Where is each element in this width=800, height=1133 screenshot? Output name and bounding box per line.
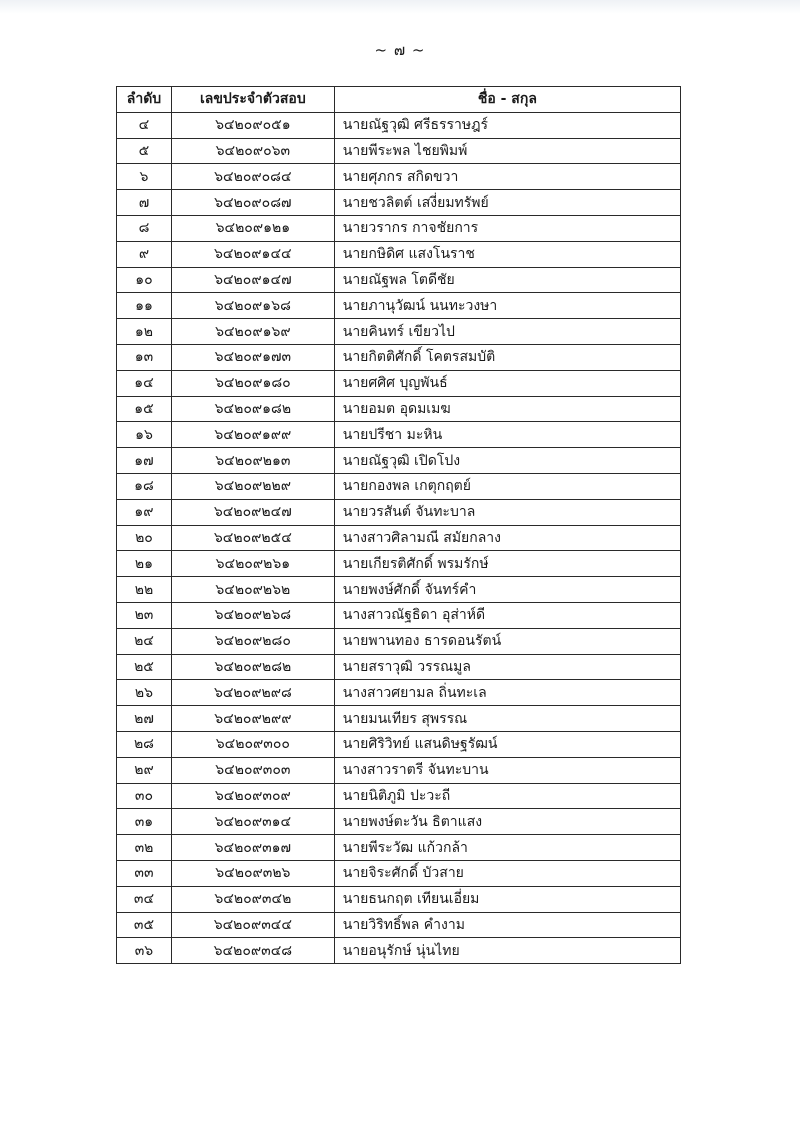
row-seq: ๒๖ [117,680,172,706]
row-exam-id: ๖๔๒๐๙๑๙๙ [171,422,334,448]
row-name: นายศิริวิทย์ แสนดิษฐรัฒน์ [334,731,680,757]
row-name: นายวรากร กาจชัยการ [334,215,680,241]
row-seq: ๑๒ [117,319,172,345]
table-row [117,293,681,319]
row-name: นายณัฐวุฒิ ศรีธรราษฎร์ [334,112,680,138]
row-name: นายพีระวัฒ แก้วกล้า [334,835,680,861]
row-exam-id: ๖๔๒๐๙๓๑๗ [171,835,334,861]
row-seq: ๙ [117,241,172,267]
row-exam-id: ๖๔๒๐๙๑๘๐ [171,370,334,396]
table-row [117,938,681,964]
row-seq: ๓๐ [117,783,172,809]
row-seq: ๑๘ [117,473,172,499]
row-name: นายภานุวัฒน์ นนทะวงษา [334,293,680,319]
row-seq: ๒๕ [117,654,172,680]
table-row [117,835,681,861]
header-exam-id: เลขประจำตัวสอบ [171,87,334,113]
row-exam-id: ๖๔๒๐๙๒๖๒ [171,577,334,603]
row-seq: ๒๒ [117,577,172,603]
row-name: นายนิติภูมิ ปะวะถี [334,783,680,809]
table-row [117,525,681,551]
row-name: นายเกียรติศักดิ์ พรมรักษ์ [334,551,680,577]
row-name: นายสราวุฒิ วรรณมูล [334,654,680,680]
table-row [117,602,681,628]
row-seq: ๑๕ [117,396,172,422]
row-seq: ๒๗ [117,706,172,732]
table-row [117,577,681,603]
row-exam-id: ๖๔๒๐๙๓๑๔ [171,809,334,835]
row-name: นางสาวราตรี จันทะบาน [334,757,680,783]
table-row [117,215,681,241]
row-name: นายพีระพล ไชยพิมพ์ [334,138,680,164]
row-exam-id: ๖๔๒๐๙๓๒๖ [171,860,334,886]
row-exam-id: ๖๔๒๐๙๒๖๘ [171,602,334,628]
row-seq: ๘ [117,215,172,241]
table-row [117,267,681,293]
row-seq: ๓๖ [117,938,172,964]
row-exam-id: ๖๔๒๐๙๑๗๓ [171,344,334,370]
row-seq: ๓๓ [117,860,172,886]
row-exam-id: ๖๔๒๐๙๒๙๘ [171,680,334,706]
table-row [117,112,681,138]
row-seq: ๒๑ [117,551,172,577]
row-name: นายคินทร์ เขียวไป [334,319,680,345]
row-name: นายปรีชา มะหิน [334,422,680,448]
row-seq: ๓๕ [117,912,172,938]
row-seq: ๖ [117,164,172,190]
table-row [117,396,681,422]
table-row [117,757,681,783]
table-row [117,448,681,474]
table-row [117,499,681,525]
row-name: นายกิตติศักดิ์ โคตรสมบัติ [334,344,680,370]
row-exam-id: ๖๔๒๐๙๑๔๗ [171,267,334,293]
row-seq: ๑๓ [117,344,172,370]
row-exam-id: ๖๔๒๐๙๒๘๒ [171,654,334,680]
row-name: นายจิระศักดิ์ บัวสาย [334,860,680,886]
row-exam-id: ๖๔๒๐๙๒๖๑ [171,551,334,577]
row-exam-id: ๖๔๒๐๙๒๒๙ [171,473,334,499]
row-exam-id: ๖๔๒๐๙๒๘๐ [171,628,334,654]
table-row [117,680,681,706]
table-header-row [117,87,681,113]
row-exam-id: ๖๔๒๐๙๒๔๗ [171,499,334,525]
row-name: นางสาวศยามล ถิ่นทะเล [334,680,680,706]
row-seq: ๒๐ [117,525,172,551]
row-name: นายอนุรักษ์ นุ่นไทย [334,938,680,964]
row-seq: ๓๔ [117,886,172,912]
row-name: นายกษิดิศ แสงโนราช [334,241,680,267]
row-seq: ๑๖ [117,422,172,448]
row-name: นายณัฐพล โตดีชัย [334,267,680,293]
row-seq: ๕ [117,138,172,164]
row-name: นายอมต อุดมเมฆ [334,396,680,422]
row-seq: ๔ [117,112,172,138]
row-seq: ๒๘ [117,731,172,757]
table-row [117,886,681,912]
header-name: ชื่อ - สกุล [334,87,680,113]
row-seq: ๑๗ [117,448,172,474]
row-seq: ๓๑ [117,809,172,835]
row-name: นายชวลิตต์ เสงี่ยมทรัพย์ [334,190,680,216]
table-row [117,731,681,757]
row-name: นายศุภกร สกิดขวา [334,164,680,190]
row-name: นายณัฐวุฒิ เปิดโปง [334,448,680,474]
row-exam-id: ๖๔๒๐๙๐๕๑ [171,112,334,138]
table-row [117,422,681,448]
row-exam-id: ๖๔๒๐๙๑๖๙ [171,319,334,345]
table-row [117,164,681,190]
row-seq: ๗ [117,190,172,216]
row-name: นายพานทอง ธารดอนรัตน์ [334,628,680,654]
row-name: นายศศิศ บุญพันธ์ [334,370,680,396]
row-seq: ๑๙ [117,499,172,525]
row-exam-id: ๖๔๒๐๙๓๔๒ [171,886,334,912]
table-row [117,783,681,809]
table-row [117,809,681,835]
table-row [117,860,681,886]
row-name: นายวรสันต์ จันทะบาล [334,499,680,525]
table-row [117,628,681,654]
row-seq: ๒๙ [117,757,172,783]
row-exam-id: ๖๔๒๐๙๑๒๑ [171,215,334,241]
table-row [117,473,681,499]
table-row [117,241,681,267]
row-seq: ๓๒ [117,835,172,861]
row-name: นายธนกฤต เทียนเอี่ยม [334,886,680,912]
row-seq: ๑๑ [117,293,172,319]
row-seq: ๒๔ [117,628,172,654]
row-exam-id: ๖๔๒๐๙๒๑๓ [171,448,334,474]
row-name: นายกองพล เกตุกฤตย์ [334,473,680,499]
header-seq: ลำดับ [117,87,172,113]
table-row [117,706,681,732]
row-exam-id: ๖๔๒๐๙๐๖๓ [171,138,334,164]
table-row [117,190,681,216]
row-name: นายมนเทียร สุพรรณ [334,706,680,732]
row-name: นายพงษ์ศักดิ์ จันทร์คำ [334,577,680,603]
row-exam-id: ๖๔๒๐๙๐๘๗ [171,190,334,216]
row-exam-id: ๖๔๒๐๙๓๔๘ [171,938,334,964]
table-row [117,344,681,370]
row-exam-id: ๖๔๒๐๙๓๔๔ [171,912,334,938]
row-exam-id: ๖๔๒๐๙๓๐๙ [171,783,334,809]
table-row [117,912,681,938]
row-seq: ๒๓ [117,602,172,628]
row-seq: ๑๔ [117,370,172,396]
table-row [117,551,681,577]
row-seq: ๑๐ [117,267,172,293]
table-row [117,370,681,396]
row-exam-id: ๖๔๒๐๙๒๕๔ [171,525,334,551]
row-exam-id: ๖๔๒๐๙๑๖๘ [171,293,334,319]
table-row [117,319,681,345]
row-name: นายวิริทธิ์พล คำงาม [334,912,680,938]
row-exam-id: ๖๔๒๐๙๓๐๓ [171,757,334,783]
row-exam-id: ๖๔๒๐๙๑๔๔ [171,241,334,267]
row-exam-id: ๖๔๒๐๙๓๐๐ [171,731,334,757]
row-name: นางสาวณัฐธิดา อุส่าห์ดี [334,602,680,628]
row-exam-id: ๖๔๒๐๙๒๙๙ [171,706,334,732]
table-row [117,654,681,680]
table-row [117,138,681,164]
row-name: นายพงษ์ตะวัน ธิตาแสง [334,809,680,835]
row-name: นางสาวศิลามณี สมัยกลาง [334,525,680,551]
row-exam-id: ๖๔๒๐๙๐๘๔ [171,164,334,190]
row-exam-id: ๖๔๒๐๙๑๘๒ [171,396,334,422]
scan-edge [0,0,800,14]
page-number: ~ ๗ ~ [374,41,426,59]
candidate-table [116,86,681,964]
